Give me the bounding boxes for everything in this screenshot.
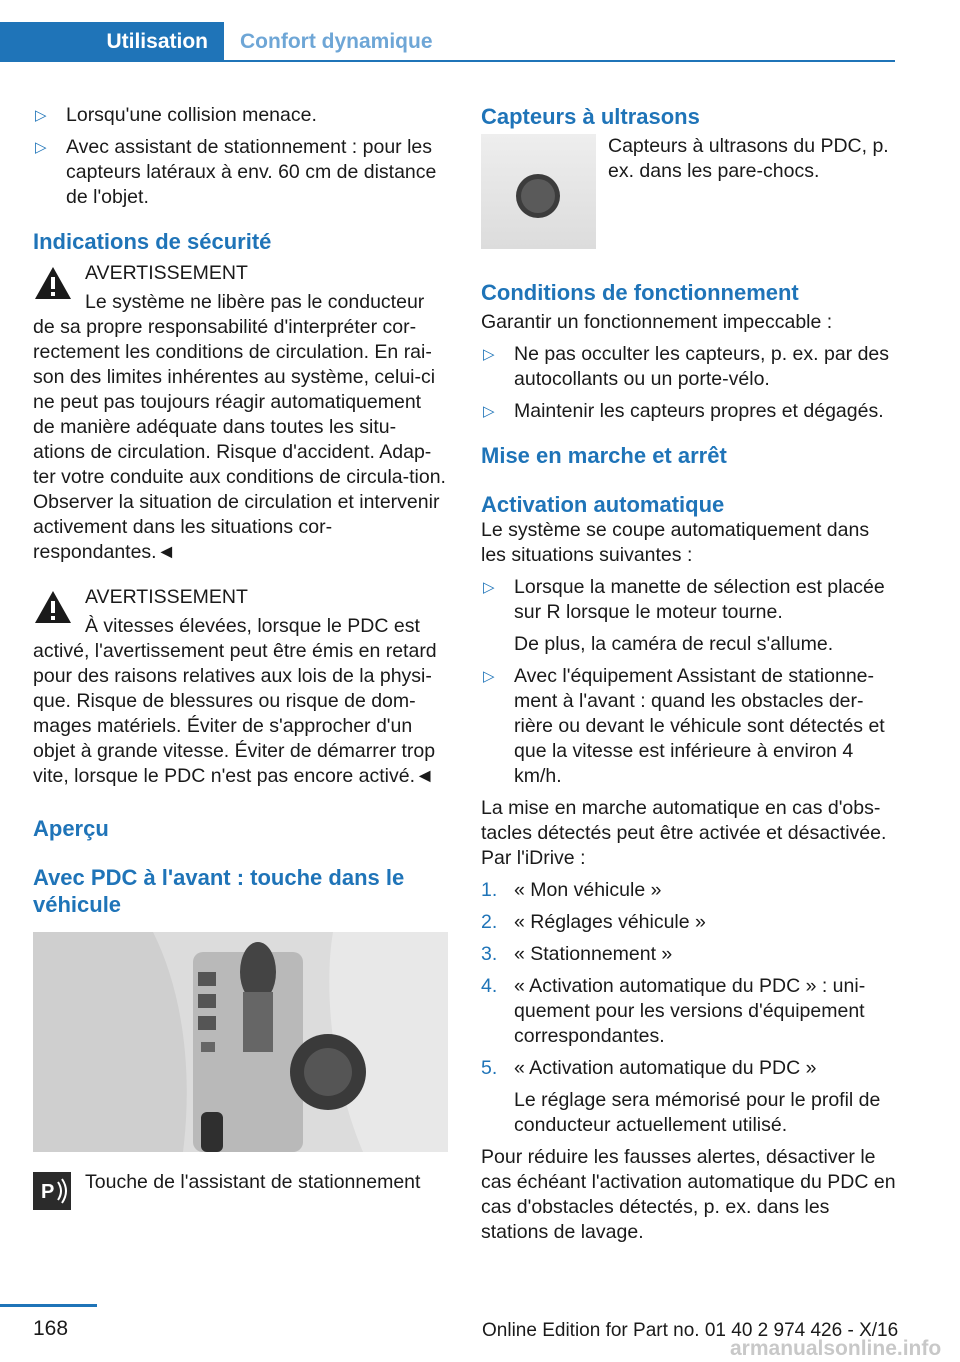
warning-block-2 <box>33 585 448 789</box>
park-assist-button-icon <box>33 1172 71 1210</box>
list-item <box>33 135 448 210</box>
triangle-bullet-icon: ▷ <box>483 668 495 685</box>
conditions-list <box>481 342 896 424</box>
idrive-steps <box>481 878 896 1138</box>
warning-text-first-line: Le système ne libère pas le conducteur <box>85 291 425 313</box>
sensor-caption: Capteurs à ultrasons du PDC, p. ex. dans les pare-chocs. <box>608 135 889 182</box>
step-item <box>481 1056 896 1138</box>
step-text: « Activation automatique du PDC » <box>514 1057 817 1079</box>
auto-intro: Le système se coupe automatiquement dans les situations suivantes : <box>481 519 870 566</box>
auto-list <box>481 575 896 789</box>
onoff-heading: Mise en marche et arrêt <box>481 443 727 468</box>
warning-title: AVERTISSEMENT <box>85 586 248 608</box>
step-extra: Le réglage sera mémorisé pour le profil de conducteur actuellement utilisé. <box>514 1089 881 1136</box>
list-item <box>481 342 896 392</box>
warning-triangle-icon <box>33 265 73 301</box>
list-item <box>33 103 448 128</box>
warning-title: AVERTISSEMENT <box>85 262 248 284</box>
triangle-bullet-icon: ▷ <box>35 107 47 124</box>
step-text: « Activation automatique du PDC » : uni-quement pour les versions d'équipement correspondantes. <box>514 975 866 1047</box>
step-item <box>481 974 896 1049</box>
center-console-photo <box>33 932 448 1152</box>
tab-confort-dynamique[interactable]: Confort dynamique <box>240 30 433 53</box>
triangle-bullet-icon: ▷ <box>483 579 495 596</box>
step-text: « Mon véhicule » <box>514 879 662 901</box>
step-text: « Réglages véhicule » <box>514 911 706 933</box>
list-item-text: Avec assistant de stationnement : pour les capteurs latéraux à env. 60 cm de distance de l'objet. <box>66 136 437 208</box>
page-number: 168 <box>33 1317 69 1340</box>
sensors-heading: Capteurs à ultrasons <box>481 104 700 129</box>
warning-triangle-icon <box>33 589 73 625</box>
step-number: 3. <box>481 943 498 965</box>
tab-utilisation[interactable]: Utilisation <box>0 22 224 60</box>
warning-text: activé, l'avertissement peut être émis en retard pour des raisons relatives aux lois de la physi-que. Risque de blessures ou risque de dom-mages matériels. Éviter de s'approcher d'un objet à grande vitesse. Éviter de démarrer trop vite, lorsque le PDC n'est pas encore activé.◄ <box>33 640 437 787</box>
collision-bullet-list <box>33 103 448 210</box>
watermark: armanualsonline.info <box>730 1337 942 1360</box>
parking-button-caption <box>33 1170 448 1210</box>
left-column <box>33 103 448 1210</box>
list-item-text: Ne pas occulter les capteurs, p. ex. par des autocollants ou un porte-vélo. <box>514 343 890 390</box>
step-number: 2. <box>481 911 498 933</box>
button-caption-text: Touche de l'assistant de stationnement <box>85 1171 421 1193</box>
step-number: 4. <box>481 975 498 997</box>
front-pdc-heading: Avec PDC à l'avant : touche dans le véhicule <box>33 865 405 917</box>
triangle-bullet-icon: ▷ <box>483 346 495 363</box>
conditions-heading: Conditions de fonctionnement <box>481 280 799 305</box>
list-item-extra: De plus, la caméra de recul s'allume. <box>514 633 834 655</box>
footer-rule <box>0 1304 97 1307</box>
online-edition-label: Online Edition for Part no. 01 40 2 974 426 - X/16 <box>482 1320 899 1341</box>
triangle-bullet-icon: ▷ <box>35 139 47 156</box>
step-number: 1. <box>481 879 498 901</box>
sensor-figure <box>481 134 896 257</box>
overview-heading: Aperçu <box>33 816 109 841</box>
center-console-illustration <box>33 932 448 1152</box>
step-item <box>481 910 896 935</box>
warning-text-first-line: À vitesses élevées, lorsque le PDC est <box>85 615 420 637</box>
warning-text: de sa propre responsabilité d'interpréter cor-rectement les conditions de circulation. En rai-son des limites inhérentes au système, celui-ci ne peut pas toujours réagir automatiquement de manière adéquate dans toutes les situ-ations de circulation. Risque d'accident. Adap-ter votre conduite aux conditions de circula-tion. Observer la situation de circulation et intervenir activement dans les situations cor-respondantes.◄ <box>33 316 446 563</box>
svg-text:P: P <box>41 1181 55 1203</box>
conditions-intro: Garantir un fonctionnement impeccable : <box>481 311 833 333</box>
list-item <box>481 575 896 657</box>
list-item <box>481 664 896 789</box>
safety-heading: Indications de sécurité <box>33 229 272 254</box>
list-item <box>481 399 896 424</box>
step-item <box>481 878 896 903</box>
list-item-text: Avec l'équipement Assistant de stationne-ment à l'avant : quand les obstacles der-rière ou devant le véhicule sont détectés et que la vitesse est inférieure à environ 4 km/h. <box>514 665 885 787</box>
step-item <box>481 942 896 967</box>
triangle-bullet-icon: ▷ <box>483 403 495 420</box>
page-header <box>0 22 895 62</box>
list-item-text: Maintenir les capteurs propres et dégagés. <box>514 400 884 422</box>
step-number: 5. <box>481 1057 498 1079</box>
ultrasonic-sensor-icon <box>481 134 596 249</box>
right-column <box>481 103 896 1245</box>
ultrasonic-sensor-photo <box>481 134 596 249</box>
warning-block-1 <box>33 261 448 565</box>
list-item-text: Lorsqu'une collision menace. <box>66 104 317 126</box>
auto-paragraph: La mise en marche automatique en cas d'obs-tacles détectés peut être activée et désactivée. Par l'iDrive : <box>481 797 887 869</box>
step-text: « Stationnement » <box>514 943 673 965</box>
final-paragraph: Pour réduire les fausses alertes, désactiver le cas échéant l'activation automatique du PDC en cas d'obstacles détectés, p. ex. dans les stations de lavage. <box>481 1146 896 1243</box>
auto-activation-heading: Activation automatique <box>481 492 725 517</box>
list-item-text: Lorsque la manette de sélection est placée sur R lorsque le moteur tourne. <box>514 576 885 623</box>
